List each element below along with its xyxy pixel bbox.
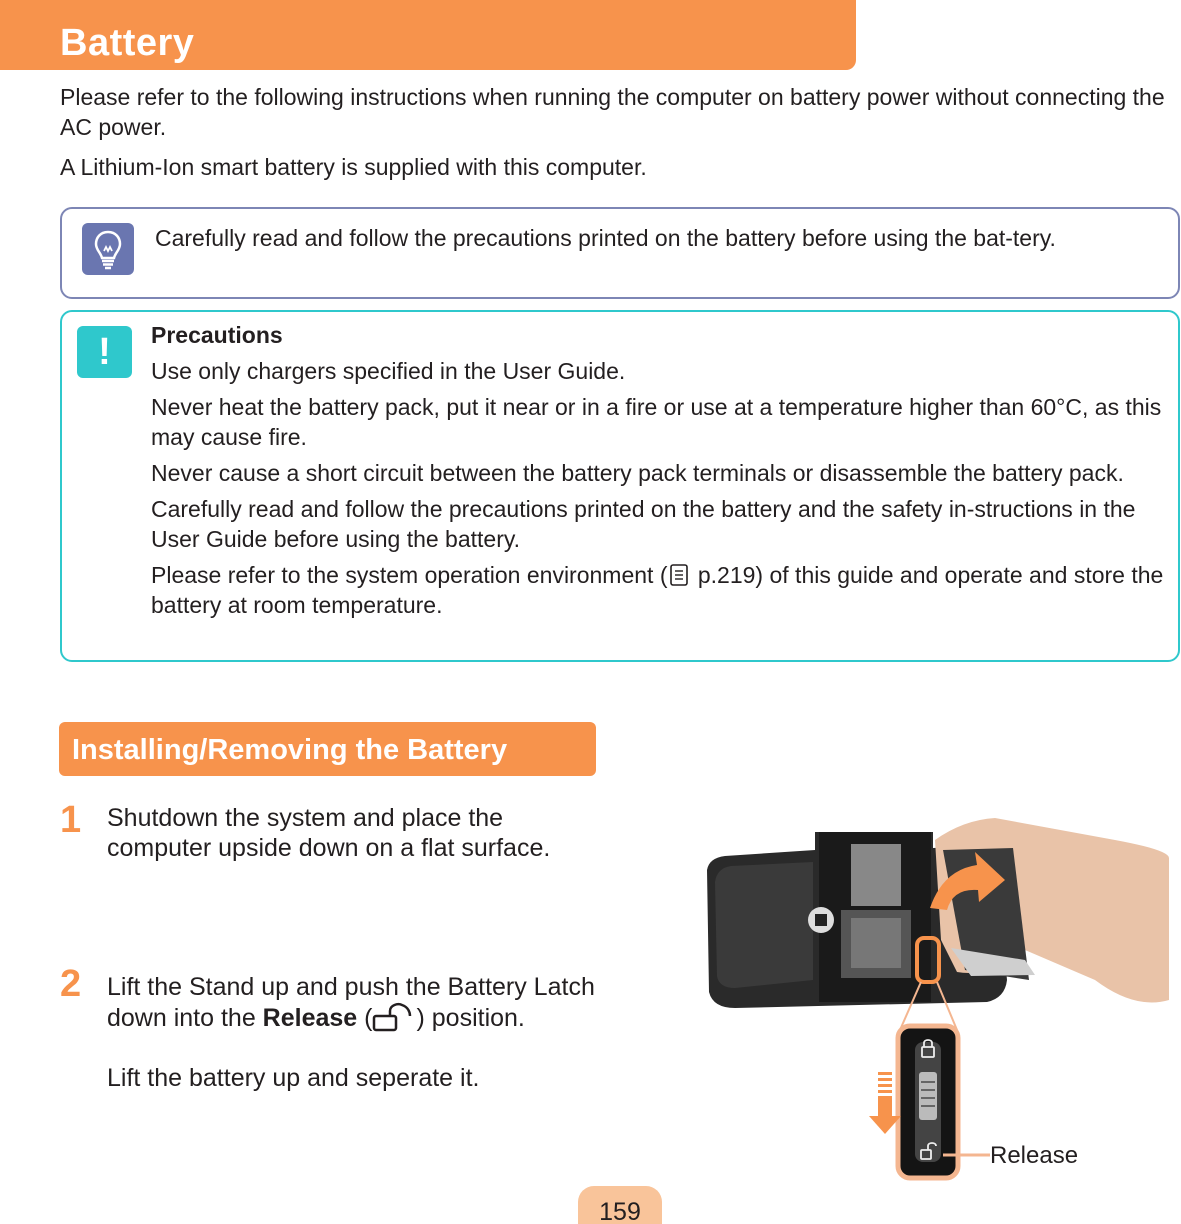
intro-paragraph-1: Please refer to the following instructions when running the computer on battery power without connecting the AC power. [60,84,1165,140]
battery-removal-photo [695,810,1170,1182]
page-title: Battery [60,22,195,64]
precautions-title: Precautions [151,322,283,348]
precaution-item: Use only chargers specified in the User Guide. [151,358,626,384]
step2-release-word: Release [262,1004,358,1032]
step2-paren-open: ( [357,1004,373,1032]
step2-extra-text: Lift the battery up and seperate it. [107,1064,480,1092]
precaution-item: Carefully read and follow the precautions printed on the battery and the safety in-structions in the User Guide before using the battery. [151,496,1136,552]
book-reference-icon [669,563,689,587]
section-heading: Installing/Removing the Battery [72,734,508,766]
exclamation-icon: ! [77,326,132,378]
precaution-item: Never heat the battery pack, put it near or in a fire or use at a temperature higher than 60°C, as this may cause fire. [151,394,1162,450]
note-text: Carefully read and follow the precautions printed on the battery before using the bat-tery. [155,225,1056,251]
precaution-item: Never cause a short circuit between the battery pack terminals or disassemble the battery pack. [151,460,1124,486]
intro-paragraph-2: A Lithium-Ion smart battery is supplied with this computer. [60,154,647,180]
step-number-1: 1 [60,799,82,841]
step-text-1: Shutdown the system and place the computer upside down on a flat surface. [107,804,551,862]
unlock-icon [372,1002,416,1032]
step2-text-before: Lift the Stand up and push the Battery Latch down into the [107,973,595,1032]
step-number-2: 2 [60,963,82,1005]
page-number: 159 [599,1198,641,1224]
precaution-last-before: Please refer to the system operation environment ( [151,562,668,588]
section-heading-bar [59,722,596,776]
step-text-2 [107,972,607,1093]
lightbulb-icon [82,223,134,275]
page-number-tab [578,1186,662,1224]
title-bar [0,0,856,70]
release-label: Release [990,1142,1079,1169]
precaution-item-last [151,560,1176,620]
step2-text-after: ) position. [416,1004,525,1032]
precaution-last-after: p.219) of this guide and operate and store the battery at room temperature. [151,562,1164,618]
precautions-box [60,310,1180,662]
note-box [60,207,1180,299]
precautions-content [151,320,1176,620]
